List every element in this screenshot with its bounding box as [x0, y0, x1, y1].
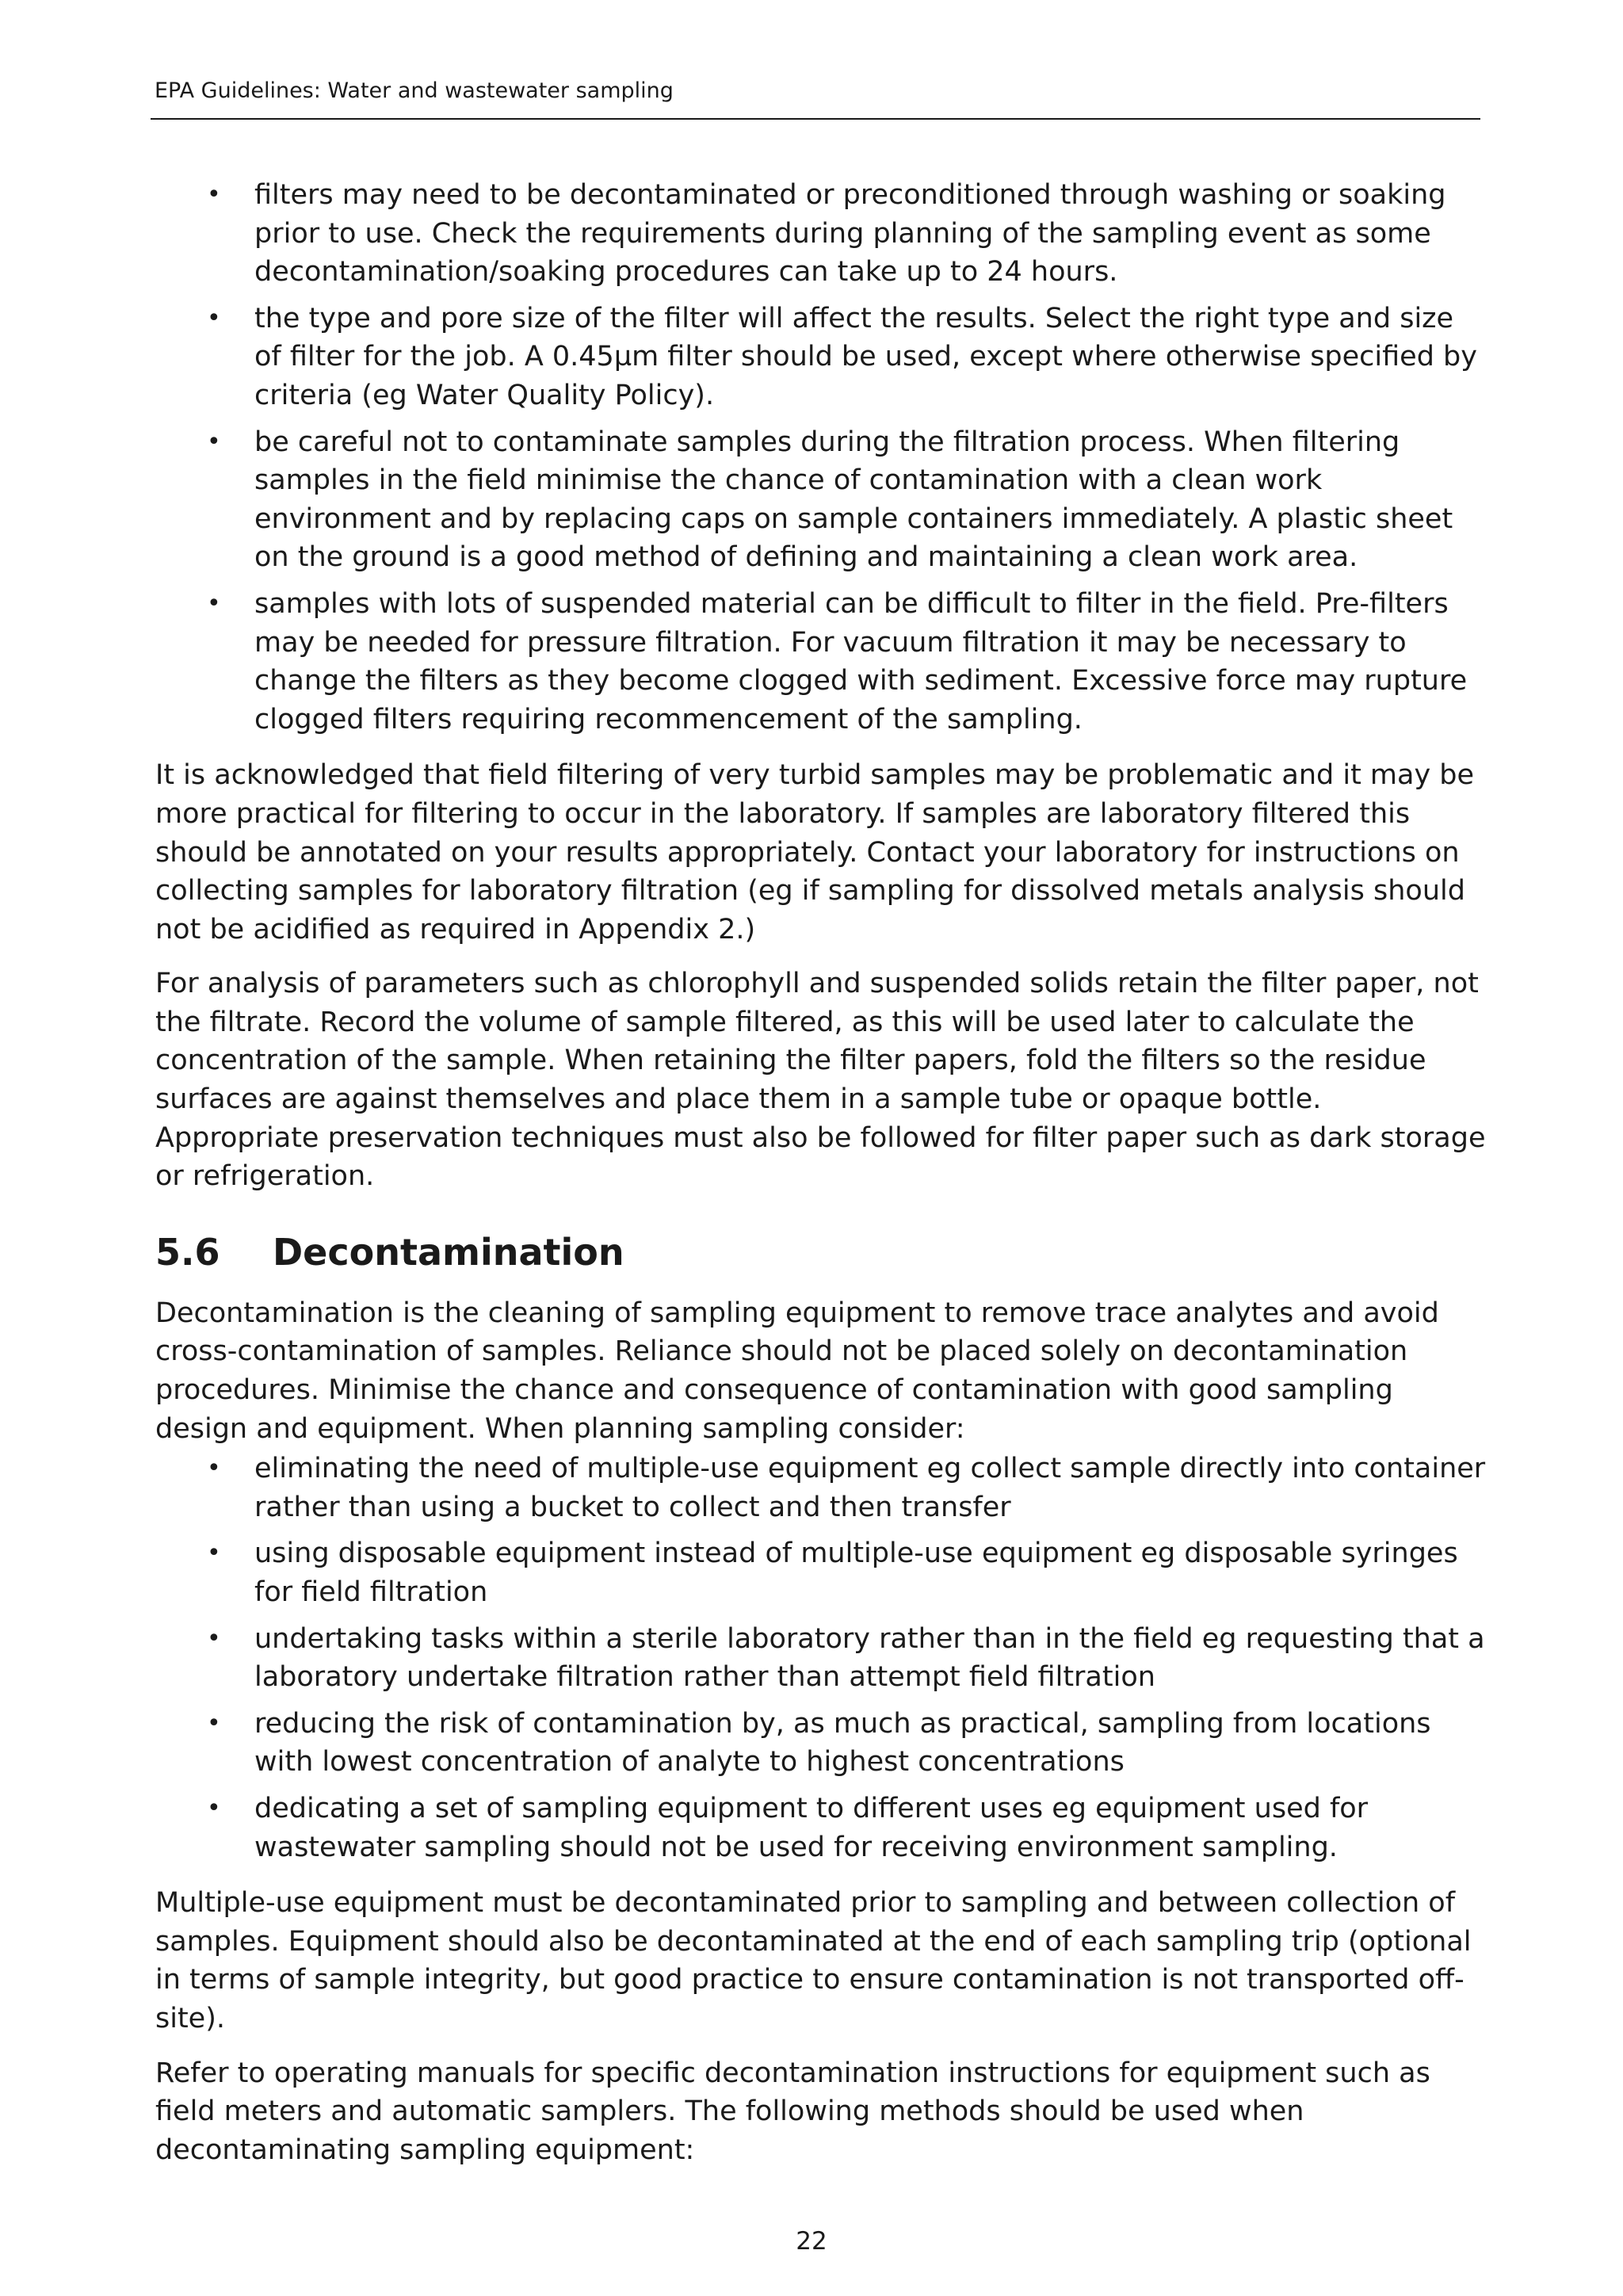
list-item-text: reducing the risk of contamination by, as much as practical, sampling from locations with lowest concentration of analyte to highest concentrations: [254, 1707, 1431, 1778]
decontamination-bullet-list: [155, 1450, 1487, 1866]
list-item: [155, 423, 1487, 577]
list-item-text: the type and pore size of the filter will affect the results. Select the right type and size of filter for the job. A 0.45µm filter should be used, except where otherwise specified by criteria (eg Water Quality Policy).: [254, 302, 1477, 411]
page-number: 22: [796, 2227, 827, 2256]
bullet-icon: •: [207, 1454, 221, 1483]
body-paragraph: Refer to operating manuals for specific decontamination instructions for equipment such as field meters and automatic samplers. The following methods should be used when decontaminating sampling equipment:: [155, 2057, 1430, 2166]
body-paragraph: For analysis of parameters such as chlorophyll and suspended solids retain the filter paper, not the filtrate. Record the volume of sample filtered, as this will be used later to calculate the concentration of the sample. When retaining the filter papers, fold the filters so the residue surfaces are against themselves and place them in a sample tube or opaque bottle. Appropriate preservation techniques must also be followed for filter paper such as dark storage or refrigeration.: [155, 968, 1486, 1193]
bullet-icon: •: [207, 1539, 221, 1568]
bullet-icon: •: [207, 181, 221, 208]
list-item: [155, 176, 1487, 292]
list-item: [155, 585, 1487, 739]
list-item: [155, 300, 1487, 415]
section-title: Decontamination: [273, 1230, 624, 1274]
body-paragraph: Multiple-use equipment must be decontaminated prior to sampling and between collection of samples. Equipment should also be decontaminated at the end of each sampling trip (optional in terms of sample integrity, but good practice to ensure contamination is not transported off-site).: [155, 1887, 1472, 2034]
list-item-text: using disposable equipment instead of multiple-use equipment eg disposable syringes for field filtration: [254, 1538, 1458, 1608]
section-heading: [155, 1224, 1487, 1280]
header-rule: [151, 118, 1480, 120]
list-item-text: undertaking tasks within a sterile laboratory rather than in the field eg requesting that a laboratory undertake filtration rather than attempt field filtration: [254, 1622, 1485, 1694]
list-item: [155, 1790, 1487, 1866]
filtration-bullet-list: [155, 176, 1487, 739]
running-header: EPA Guidelines: Water and wastewater sampling: [155, 78, 674, 103]
list-item-text: filters may need to be decontaminated or preconditioned through washing or soaking prior to use. Check the requirements during planning of the sampling event as some decontamination/soaking procedures can take up to 24 hours.: [254, 179, 1446, 288]
section-intro-paragraph: Decontamination is the cleaning of sampling equipment to remove trace analytes and avoid cross-contamination of samples. Reliance should not be placed solely on decontamination procedures. Minimise the chance and consequence of contamination with good sampling design and equipment. When planning sampling consider:: [155, 1297, 1439, 1445]
bullet-icon: •: [207, 589, 221, 617]
list-item-text: samples with lots of suspended material can be difficult to filter in the field. Pre-filters may be needed for pressure filtration. For vacuum filtration it may be necessary to change the filters as they become clogged with sediment. Excessive force may rupture clogged filters requiring recommencement of the sampling.: [254, 587, 1468, 735]
list-item-text: dedicating a set of sampling equipment to different uses eg equipment used for wastewater sampling should not be used for receiving environment sampling.: [254, 1792, 1369, 1863]
bullet-icon: •: [207, 1624, 221, 1652]
bullet-icon: •: [207, 427, 221, 456]
page-content: [155, 176, 1487, 2185]
bullet-icon: •: [207, 1794, 221, 1822]
list-item: [155, 1534, 1487, 1611]
list-item: [155, 1450, 1487, 1526]
section-number: 5.6: [155, 1230, 220, 1274]
list-item: [155, 1620, 1487, 1697]
body-paragraph: It is acknowledged that field filtering of very turbid samples may be problematic and it may be more practical for filtering to occur in the laboratory. If samples are laboratory filtered this should be annotated on your results appropriately. Contact your laboratory for instructions on collecting samples for laboratory filtration (eg if sampling for dissolved metals analysis should not be acidified as required in Appendix 2.): [155, 759, 1475, 946]
list-item-text: eliminating the need of multiple-use equipment eg collect sample directly into container rather than using a bucket to collect and then transfer: [254, 1453, 1486, 1523]
bullet-icon: •: [207, 304, 221, 332]
list-item-text: be careful not to contaminate samples during the filtration process. When filtering samples in the field minimise the chance of contamination with a clean work environment and by replacing caps on sample containers immediately. A plastic sheet on the ground is a good method of defining and maintaining a clean work area.: [254, 426, 1453, 574]
bullet-icon: •: [207, 1709, 221, 1737]
list-item: [155, 1705, 1487, 1782]
